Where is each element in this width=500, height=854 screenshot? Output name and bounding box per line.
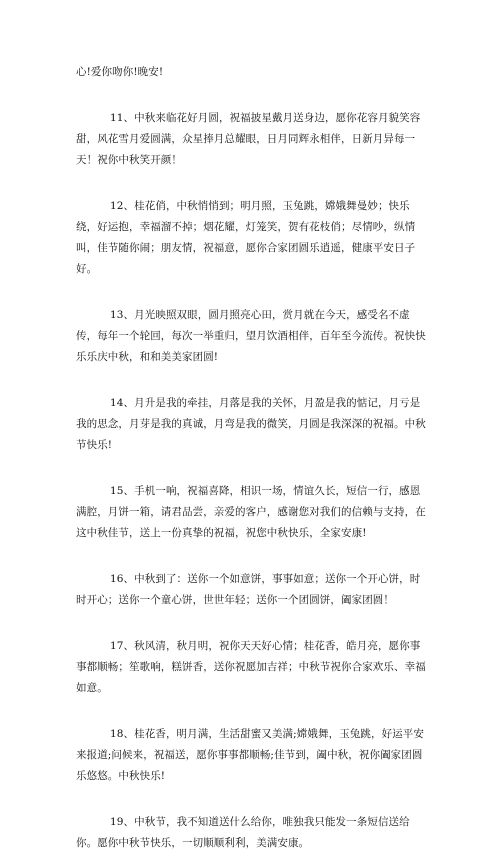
paragraph-12: 12、桂花俏，中秋悄悄到；明月照，玉兔跳，嫦娥舞曼妙；快乐绕，好运抱，幸福溜不掉；烟花耀，灯笼笑，贺有花枝俏；尽情吵，纵情叫，佳节随你闹；朋友情，祝福意，愿你合家团圆乐逍遥，健康平安日子好。 xyxy=(76,200,416,275)
paragraph-15: 15、手机一响，祝福喜降，相识一场，情谊久长，短信一行，感恩满腔，月饼一箱，请君品尝，亲爱的客户，感谢您对我们的信赖与支持，在这中秋佳节，送上一份真挚的祝福，祝您中秋快乐，全家安康! xyxy=(76,485,426,539)
paragraph-17: 17、秋风清，秋月明，祝你天天好心情；桂花香，皓月亮，愿你事事都顺畅；笙歌响，糕饼香，送你祝愿加吉祥；中秋节祝你合家欢乐、幸福如意。 xyxy=(76,640,426,694)
paragraph-19: 19、中秋节，我不知道送什么给你，唯独我只能发一条短信送给你。愿你中秋节快乐，一切顺顺利利，美满安康。 xyxy=(76,816,410,849)
paragraph-11: 11、中秋来临花好月圆，祝福披星戴月送身边，愿你花容月貌笑容甜，风花雪月爱圆满，众星捧月总耀眼，日月同辉永相伴，日新月异每一天！祝你中秋笑开颜！ xyxy=(76,112,421,166)
paragraph-13: 13、月光映照双眼，圆月照亮心田，赏月就在今天，感受名不虚传，每年一个轮回，每次一举重归，望月饮酒相伴，百年至今流传。祝快快乐乐庆中秋，和和美美家团圆! xyxy=(76,309,426,363)
paragraph-18: 18、桂花香，明月满，生活甜蜜又美满;嫦娥舞，玉兔跳，好运平安来报道;问候来，祝福送，愿你事事都顺畅;佳节到，阖中秋，祝你阖家团圆乐悠悠。中秋快乐! xyxy=(76,728,424,782)
paragraph-16: 16、中秋到了：送你一个如意饼，事事如意；送你一个开心饼，时时开心；送你一个童心饼，世世年轻；送你一个团圆饼，阖家团圆！ xyxy=(76,573,421,606)
paragraph-14: 14、月升是我的牵挂，月落是我的关怀，月盈是我的惦记，月亏是我的思念，月芽是我的真诚，月弯是我的微笑，月圆是我深深的祝福。中秋节快乐! xyxy=(76,397,426,451)
paragraph-10-tail: 心!爱你吻你!晚安! xyxy=(76,66,164,78)
